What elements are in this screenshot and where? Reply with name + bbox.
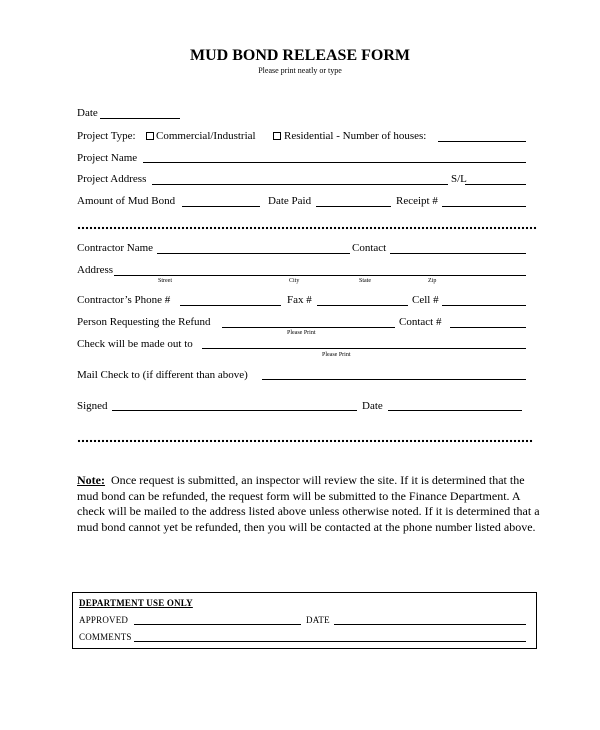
approved-label: APPROVED bbox=[79, 615, 129, 625]
mail-check-field[interactable] bbox=[262, 379, 526, 380]
comments-field[interactable] bbox=[134, 641, 526, 642]
check-made-out-label: Check will be made out to bbox=[77, 338, 193, 350]
contact-field[interactable] bbox=[390, 253, 526, 254]
signed-date-field[interactable] bbox=[388, 410, 522, 411]
date-paid-field[interactable] bbox=[316, 206, 391, 207]
contractor-phone-label: Contractor’s Phone # bbox=[77, 294, 171, 306]
residential-checkbox[interactable] bbox=[273, 132, 281, 140]
date-label: Date bbox=[77, 107, 98, 119]
department-date-label: DATE bbox=[306, 615, 330, 625]
contractor-phone-field[interactable] bbox=[180, 305, 281, 306]
contractor-name-field[interactable] bbox=[157, 253, 350, 254]
note-label: Note: bbox=[77, 473, 105, 487]
form-subtitle: Please print neatly or type bbox=[258, 66, 342, 75]
section-separator bbox=[77, 226, 537, 230]
please-print-caption: Please Print bbox=[287, 330, 316, 336]
state-caption: State bbox=[359, 278, 371, 284]
mail-check-label: Mail Check to (if different than above) bbox=[77, 369, 248, 381]
person-requesting-label: Person Requesting the Refund bbox=[77, 316, 211, 328]
contact-number-field[interactable] bbox=[450, 327, 526, 328]
amount-field[interactable] bbox=[182, 206, 260, 207]
signed-label: Signed bbox=[77, 400, 108, 412]
comments-label: COMMENTS bbox=[79, 632, 132, 642]
project-name-label: Project Name bbox=[77, 152, 138, 164]
address-label: Address bbox=[77, 264, 114, 276]
form-title: MUD BOND RELEASE FORM bbox=[189, 47, 410, 64]
receipt-label: Receipt # bbox=[396, 195, 438, 207]
project-type-label: Project Type: bbox=[77, 130, 136, 142]
sl-label: S/L bbox=[451, 173, 467, 185]
project-name-field[interactable] bbox=[143, 162, 526, 163]
check-made-out-field[interactable] bbox=[202, 348, 526, 349]
contact-number-label: Contact # bbox=[399, 316, 442, 328]
please-print-caption: Please Print bbox=[322, 352, 351, 358]
department-heading: DEPARTMENT USE ONLY bbox=[79, 598, 193, 608]
signed-date-label: Date bbox=[362, 400, 383, 412]
person-requesting-field[interactable] bbox=[222, 327, 395, 328]
address-field[interactable] bbox=[114, 275, 526, 276]
cell-field[interactable] bbox=[442, 305, 526, 306]
receipt-field[interactable] bbox=[442, 206, 526, 207]
note-text: Once request is submitted, an inspector will review the site. If it is determined that the mud bond can be refunded, the request form will be submitted to the Finance Department. A check will be mailed to the address listed above unless otherwise noted. If it is determined that a mud bond cannot yet be refunded, then you will be contacted at the phone number listed above. bbox=[77, 473, 540, 534]
fax-field[interactable] bbox=[317, 305, 408, 306]
number-of-houses-field[interactable] bbox=[438, 141, 526, 142]
section-separator bbox=[77, 439, 533, 443]
date-field[interactable] bbox=[100, 118, 180, 119]
fax-label: Fax # bbox=[287, 294, 312, 306]
commercial-checkbox[interactable] bbox=[146, 132, 154, 140]
contact-label: Contact bbox=[352, 242, 387, 254]
amount-label: Amount of Mud Bond bbox=[77, 195, 176, 207]
note-paragraph bbox=[77, 473, 547, 535]
signature-field[interactable] bbox=[112, 410, 357, 411]
cell-label: Cell # bbox=[412, 294, 439, 306]
project-address-field[interactable] bbox=[152, 184, 448, 185]
commercial-option-label: Commercial/Industrial bbox=[156, 130, 256, 142]
department-date-field[interactable] bbox=[334, 624, 526, 625]
project-address-label: Project Address bbox=[77, 173, 147, 185]
date-paid-label: Date Paid bbox=[268, 195, 312, 207]
sl-field[interactable] bbox=[465, 184, 526, 185]
approved-field[interactable] bbox=[134, 624, 301, 625]
residential-option-label: Residential - Number of houses: bbox=[284, 130, 427, 142]
city-caption: City bbox=[289, 278, 300, 284]
zip-caption: Zip bbox=[428, 278, 437, 284]
contractor-name-label: Contractor Name bbox=[77, 242, 154, 254]
street-caption: Street bbox=[158, 278, 172, 284]
